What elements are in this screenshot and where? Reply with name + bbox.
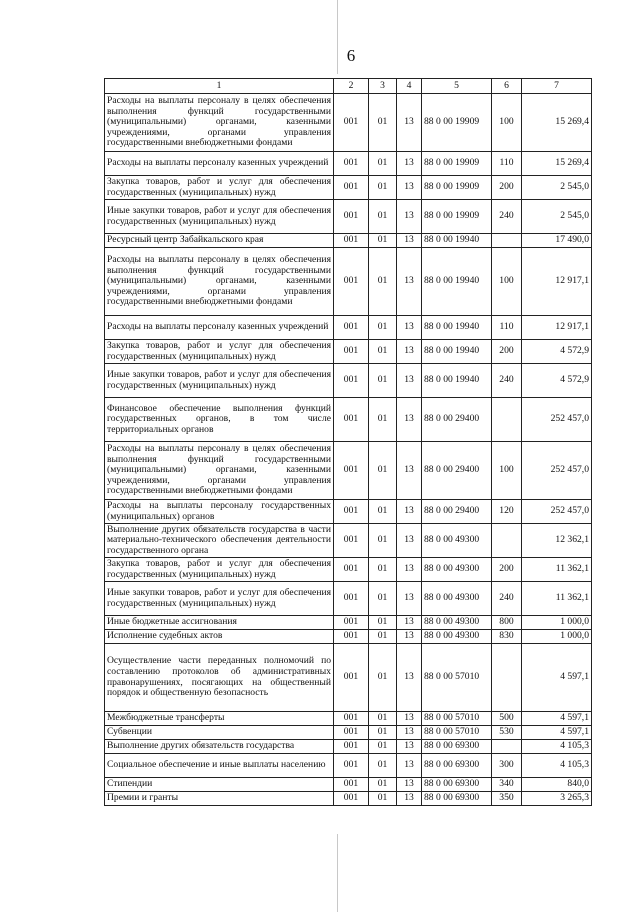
cell-name: Премии и гранты bbox=[105, 792, 334, 806]
cell-name: Расходы на выплаты персоналу в целях обеспечения выполнения функций государственными (муниципальными) органами, казенными учреждениями, органами управления государственными внебюджетными фондами bbox=[105, 248, 334, 316]
cell-target-article: 88 0 00 49300 bbox=[422, 558, 492, 582]
cell-expense-type: 100 bbox=[492, 248, 522, 316]
cell-amount: 15 269,4 bbox=[522, 94, 592, 152]
cell-subsection: 13 bbox=[397, 152, 422, 176]
cell-subsection: 13 bbox=[397, 792, 422, 806]
cell-section: 01 bbox=[369, 754, 397, 778]
cell-name: Иные бюджетные ассигнования bbox=[105, 616, 334, 630]
cell-subsection: 13 bbox=[397, 712, 422, 726]
cell-section: 01 bbox=[369, 398, 397, 442]
cell-target-article: 88 0 00 19940 bbox=[422, 340, 492, 364]
cell-amount: 4 105,3 bbox=[522, 740, 592, 754]
cell-expense-type: 240 bbox=[492, 582, 522, 616]
cell-name: Расходы на выплаты персоналу в целях обеспечения выполнения функций государственными (муниципальными) органами, казенными учреждениями, органами управления государственными внебюджетными фондами bbox=[105, 94, 334, 152]
cell-section: 01 bbox=[369, 364, 397, 398]
cell-amount: 4 572,9 bbox=[522, 364, 592, 398]
cell-expense-type: 530 bbox=[492, 726, 522, 740]
cell-target-article: 88 0 00 19909 bbox=[422, 176, 492, 200]
table-row bbox=[105, 316, 592, 340]
cell-amount: 4 572,9 bbox=[522, 340, 592, 364]
cell-section: 01 bbox=[369, 582, 397, 616]
cell-ministry-code: 001 bbox=[334, 442, 369, 500]
cell-name: Межбюджетные трансферты bbox=[105, 712, 334, 726]
table-row bbox=[105, 248, 592, 316]
cell-ministry-code: 001 bbox=[334, 176, 369, 200]
header-col-3: 3 bbox=[369, 79, 397, 94]
cell-section: 01 bbox=[369, 340, 397, 364]
header-col-6: 6 bbox=[492, 79, 522, 94]
cell-expense-type: 240 bbox=[492, 200, 522, 234]
cell-expense-type bbox=[492, 740, 522, 754]
cell-target-article: 88 0 00 19940 bbox=[422, 364, 492, 398]
cell-expense-type: 800 bbox=[492, 616, 522, 630]
cell-amount: 11 362,1 bbox=[522, 582, 592, 616]
table-row bbox=[105, 644, 592, 712]
cell-section: 01 bbox=[369, 616, 397, 630]
cell-amount: 3 265,3 bbox=[522, 792, 592, 806]
table-row bbox=[105, 234, 592, 248]
header-col-5: 5 bbox=[422, 79, 492, 94]
table-row bbox=[105, 94, 592, 152]
cell-subsection: 13 bbox=[397, 524, 422, 558]
cell-section: 01 bbox=[369, 644, 397, 712]
cell-section: 01 bbox=[369, 316, 397, 340]
cell-ministry-code: 001 bbox=[334, 726, 369, 740]
cell-target-article: 88 0 00 29400 bbox=[422, 442, 492, 500]
cell-target-article: 88 0 00 57010 bbox=[422, 644, 492, 712]
cell-subsection: 13 bbox=[397, 582, 422, 616]
cell-target-article: 88 0 00 49300 bbox=[422, 524, 492, 558]
cell-amount: 840,0 bbox=[522, 778, 592, 792]
cell-target-article: 88 0 00 19940 bbox=[422, 234, 492, 248]
cell-subsection: 13 bbox=[397, 558, 422, 582]
cell-name: Закупка товаров, работ и услуг для обеспечения государственных (муниципальных) нужд bbox=[105, 340, 334, 364]
cell-expense-type: 240 bbox=[492, 364, 522, 398]
cell-section: 01 bbox=[369, 94, 397, 152]
cell-name: Иные закупки товаров, работ и услуг для обеспечения государственных (муниципальных) нужд bbox=[105, 582, 334, 616]
fold-line-bottom bbox=[337, 834, 338, 912]
cell-ministry-code: 001 bbox=[334, 500, 369, 524]
cell-section: 01 bbox=[369, 248, 397, 316]
cell-ministry-code: 001 bbox=[334, 740, 369, 754]
cell-target-article: 88 0 00 69300 bbox=[422, 754, 492, 778]
cell-expense-type bbox=[492, 644, 522, 712]
cell-amount: 252 457,0 bbox=[522, 398, 592, 442]
cell-section: 01 bbox=[369, 726, 397, 740]
cell-section: 01 bbox=[369, 558, 397, 582]
cell-expense-type: 100 bbox=[492, 442, 522, 500]
cell-subsection: 13 bbox=[397, 500, 422, 524]
cell-ministry-code: 001 bbox=[334, 778, 369, 792]
table-row bbox=[105, 726, 592, 740]
cell-section: 01 bbox=[369, 234, 397, 248]
table-row bbox=[105, 398, 592, 442]
cell-amount: 1 000,0 bbox=[522, 616, 592, 630]
table-row bbox=[105, 754, 592, 778]
cell-expense-type: 110 bbox=[492, 152, 522, 176]
cell-target-article: 88 0 00 49300 bbox=[422, 582, 492, 616]
cell-subsection: 13 bbox=[397, 248, 422, 316]
cell-ministry-code: 001 bbox=[334, 340, 369, 364]
cell-target-article: 88 0 00 49300 bbox=[422, 616, 492, 630]
cell-expense-type: 110 bbox=[492, 316, 522, 340]
cell-amount: 12 362,1 bbox=[522, 524, 592, 558]
cell-target-article: 88 0 00 19940 bbox=[422, 248, 492, 316]
cell-ministry-code: 001 bbox=[334, 616, 369, 630]
cell-name: Иные закупки товаров, работ и услуг для обеспечения государственных (муниципальных) нужд bbox=[105, 200, 334, 234]
cell-expense-type: 100 bbox=[492, 94, 522, 152]
cell-subsection: 13 bbox=[397, 616, 422, 630]
cell-amount: 4 105,3 bbox=[522, 754, 592, 778]
cell-subsection: 13 bbox=[397, 778, 422, 792]
cell-section: 01 bbox=[369, 152, 397, 176]
table-row bbox=[105, 778, 592, 792]
cell-target-article: 88 0 00 19909 bbox=[422, 94, 492, 152]
cell-name: Выполнение других обязательств государства bbox=[105, 740, 334, 754]
table-row bbox=[105, 740, 592, 754]
cell-target-article: 88 0 00 19909 bbox=[422, 200, 492, 234]
cell-section: 01 bbox=[369, 712, 397, 726]
cell-subsection: 13 bbox=[397, 176, 422, 200]
cell-amount: 1 000,0 bbox=[522, 630, 592, 644]
table-row bbox=[105, 500, 592, 524]
table-row bbox=[105, 616, 592, 630]
cell-ministry-code: 001 bbox=[334, 316, 369, 340]
cell-ministry-code: 001 bbox=[334, 754, 369, 778]
cell-name: Стипендии bbox=[105, 778, 334, 792]
cell-expense-type: 200 bbox=[492, 340, 522, 364]
budget-table bbox=[104, 78, 592, 806]
table-row bbox=[105, 630, 592, 644]
cell-section: 01 bbox=[369, 200, 397, 234]
header-row bbox=[105, 79, 592, 94]
cell-target-article: 88 0 00 69300 bbox=[422, 740, 492, 754]
cell-expense-type: 200 bbox=[492, 558, 522, 582]
cell-section: 01 bbox=[369, 630, 397, 644]
cell-name: Закупка товаров, работ и услуг для обеспечения государственных (муниципальных) нужд bbox=[105, 176, 334, 200]
cell-target-article: 88 0 00 29400 bbox=[422, 398, 492, 442]
header-col-2: 2 bbox=[334, 79, 369, 94]
cell-amount: 252 457,0 bbox=[522, 500, 592, 524]
cell-amount: 2 545,0 bbox=[522, 200, 592, 234]
cell-expense-type: 200 bbox=[492, 176, 522, 200]
cell-name: Выполнение других обязательств государства в части материально-технического обеспечения деятельности государственного органа bbox=[105, 524, 334, 558]
cell-name: Расходы на выплаты персоналу в целях обеспечения выполнения функций государственными (муниципальными) органами, казенными учреждениями, органами управления государственными внебюджетными фондами bbox=[105, 442, 334, 500]
cell-subsection: 13 bbox=[397, 340, 422, 364]
cell-section: 01 bbox=[369, 176, 397, 200]
cell-subsection: 13 bbox=[397, 398, 422, 442]
cell-ministry-code: 001 bbox=[334, 398, 369, 442]
cell-amount: 12 917,1 bbox=[522, 316, 592, 340]
cell-name: Ресурсный центр Забайкальского края bbox=[105, 234, 334, 248]
cell-ministry-code: 001 bbox=[334, 152, 369, 176]
table-row bbox=[105, 792, 592, 806]
cell-name: Субвенции bbox=[105, 726, 334, 740]
cell-subsection: 13 bbox=[397, 94, 422, 152]
cell-amount: 2 545,0 bbox=[522, 176, 592, 200]
cell-subsection: 13 bbox=[397, 316, 422, 340]
page-number: 6 bbox=[346, 46, 356, 65]
cell-section: 01 bbox=[369, 524, 397, 558]
cell-expense-type: 830 bbox=[492, 630, 522, 644]
cell-ministry-code: 001 bbox=[334, 200, 369, 234]
cell-expense-type bbox=[492, 524, 522, 558]
cell-ministry-code: 001 bbox=[334, 558, 369, 582]
table-row bbox=[105, 152, 592, 176]
cell-name: Закупка товаров, работ и услуг для обеспечения государственных (муниципальных) нужд bbox=[105, 558, 334, 582]
cell-subsection: 13 bbox=[397, 630, 422, 644]
table-row bbox=[105, 200, 592, 234]
cell-ministry-code: 001 bbox=[334, 582, 369, 616]
cell-name: Расходы на выплаты персоналу казенных учреждений bbox=[105, 316, 334, 340]
table-row bbox=[105, 582, 592, 616]
cell-ministry-code: 001 bbox=[334, 712, 369, 726]
cell-section: 01 bbox=[369, 778, 397, 792]
cell-name: Иные закупки товаров, работ и услуг для обеспечения государственных (муниципальных) нужд bbox=[105, 364, 334, 398]
cell-subsection: 13 bbox=[397, 754, 422, 778]
cell-ministry-code: 001 bbox=[334, 630, 369, 644]
table-row bbox=[105, 558, 592, 582]
cell-section: 01 bbox=[369, 740, 397, 754]
cell-amount: 252 457,0 bbox=[522, 442, 592, 500]
table-row bbox=[105, 524, 592, 558]
cell-expense-type: 340 bbox=[492, 778, 522, 792]
cell-expense-type bbox=[492, 398, 522, 442]
cell-ministry-code: 001 bbox=[334, 644, 369, 712]
cell-ministry-code: 001 bbox=[334, 248, 369, 316]
cell-target-article: 88 0 00 29400 bbox=[422, 500, 492, 524]
cell-subsection: 13 bbox=[397, 200, 422, 234]
cell-expense-type: 500 bbox=[492, 712, 522, 726]
cell-ministry-code: 001 bbox=[334, 94, 369, 152]
table-row bbox=[105, 712, 592, 726]
cell-target-article: 88 0 00 57010 bbox=[422, 726, 492, 740]
cell-target-article: 88 0 00 49300 bbox=[422, 630, 492, 644]
cell-expense-type bbox=[492, 234, 522, 248]
cell-subsection: 13 bbox=[397, 726, 422, 740]
cell-ministry-code: 001 bbox=[334, 234, 369, 248]
table-body bbox=[105, 94, 592, 806]
header-col-1: 1 bbox=[105, 79, 334, 94]
cell-amount: 4 597,1 bbox=[522, 644, 592, 712]
cell-target-article: 88 0 00 19940 bbox=[422, 316, 492, 340]
cell-name: Осуществление части переданных полномочий по составлению протоколов об административных правонарушениях, посягающих на общественный порядок и общественную безопасность bbox=[105, 644, 334, 712]
table-row bbox=[105, 364, 592, 398]
cell-amount: 4 597,1 bbox=[522, 726, 592, 740]
cell-section: 01 bbox=[369, 792, 397, 806]
cell-name: Расходы на выплаты персоналу казенных учреждений bbox=[105, 152, 334, 176]
table-row bbox=[105, 442, 592, 500]
cell-section: 01 bbox=[369, 500, 397, 524]
cell-subsection: 13 bbox=[397, 644, 422, 712]
cell-amount: 11 362,1 bbox=[522, 558, 592, 582]
table-row bbox=[105, 176, 592, 200]
header-col-4: 4 bbox=[397, 79, 422, 94]
cell-name: Финансовое обеспечение выполнения функций государственных органов, в том числе территориальных органов bbox=[105, 398, 334, 442]
cell-name: Исполнение судебных актов bbox=[105, 630, 334, 644]
cell-target-article: 88 0 00 69300 bbox=[422, 792, 492, 806]
cell-name: Расходы на выплаты персоналу государственных (муниципальных) органов bbox=[105, 500, 334, 524]
cell-expense-type: 120 bbox=[492, 500, 522, 524]
header-col-7: 7 bbox=[522, 79, 592, 94]
cell-amount: 17 490,0 bbox=[522, 234, 592, 248]
cell-ministry-code: 001 bbox=[334, 364, 369, 398]
cell-target-article: 88 0 00 69300 bbox=[422, 778, 492, 792]
cell-target-article: 88 0 00 57010 bbox=[422, 712, 492, 726]
cell-subsection: 13 bbox=[397, 740, 422, 754]
cell-amount: 12 917,1 bbox=[522, 248, 592, 316]
cell-amount: 15 269,4 bbox=[522, 152, 592, 176]
cell-name: Социальное обеспечение и иные выплаты населению bbox=[105, 754, 334, 778]
cell-subsection: 13 bbox=[397, 364, 422, 398]
cell-section: 01 bbox=[369, 442, 397, 500]
cell-ministry-code: 001 bbox=[334, 524, 369, 558]
table-row bbox=[105, 340, 592, 364]
cell-target-article: 88 0 00 19909 bbox=[422, 152, 492, 176]
cell-subsection: 13 bbox=[397, 234, 422, 248]
cell-amount: 4 597,1 bbox=[522, 712, 592, 726]
cell-ministry-code: 001 bbox=[334, 792, 369, 806]
cell-subsection: 13 bbox=[397, 442, 422, 500]
cell-expense-type: 300 bbox=[492, 754, 522, 778]
cell-expense-type: 350 bbox=[492, 792, 522, 806]
